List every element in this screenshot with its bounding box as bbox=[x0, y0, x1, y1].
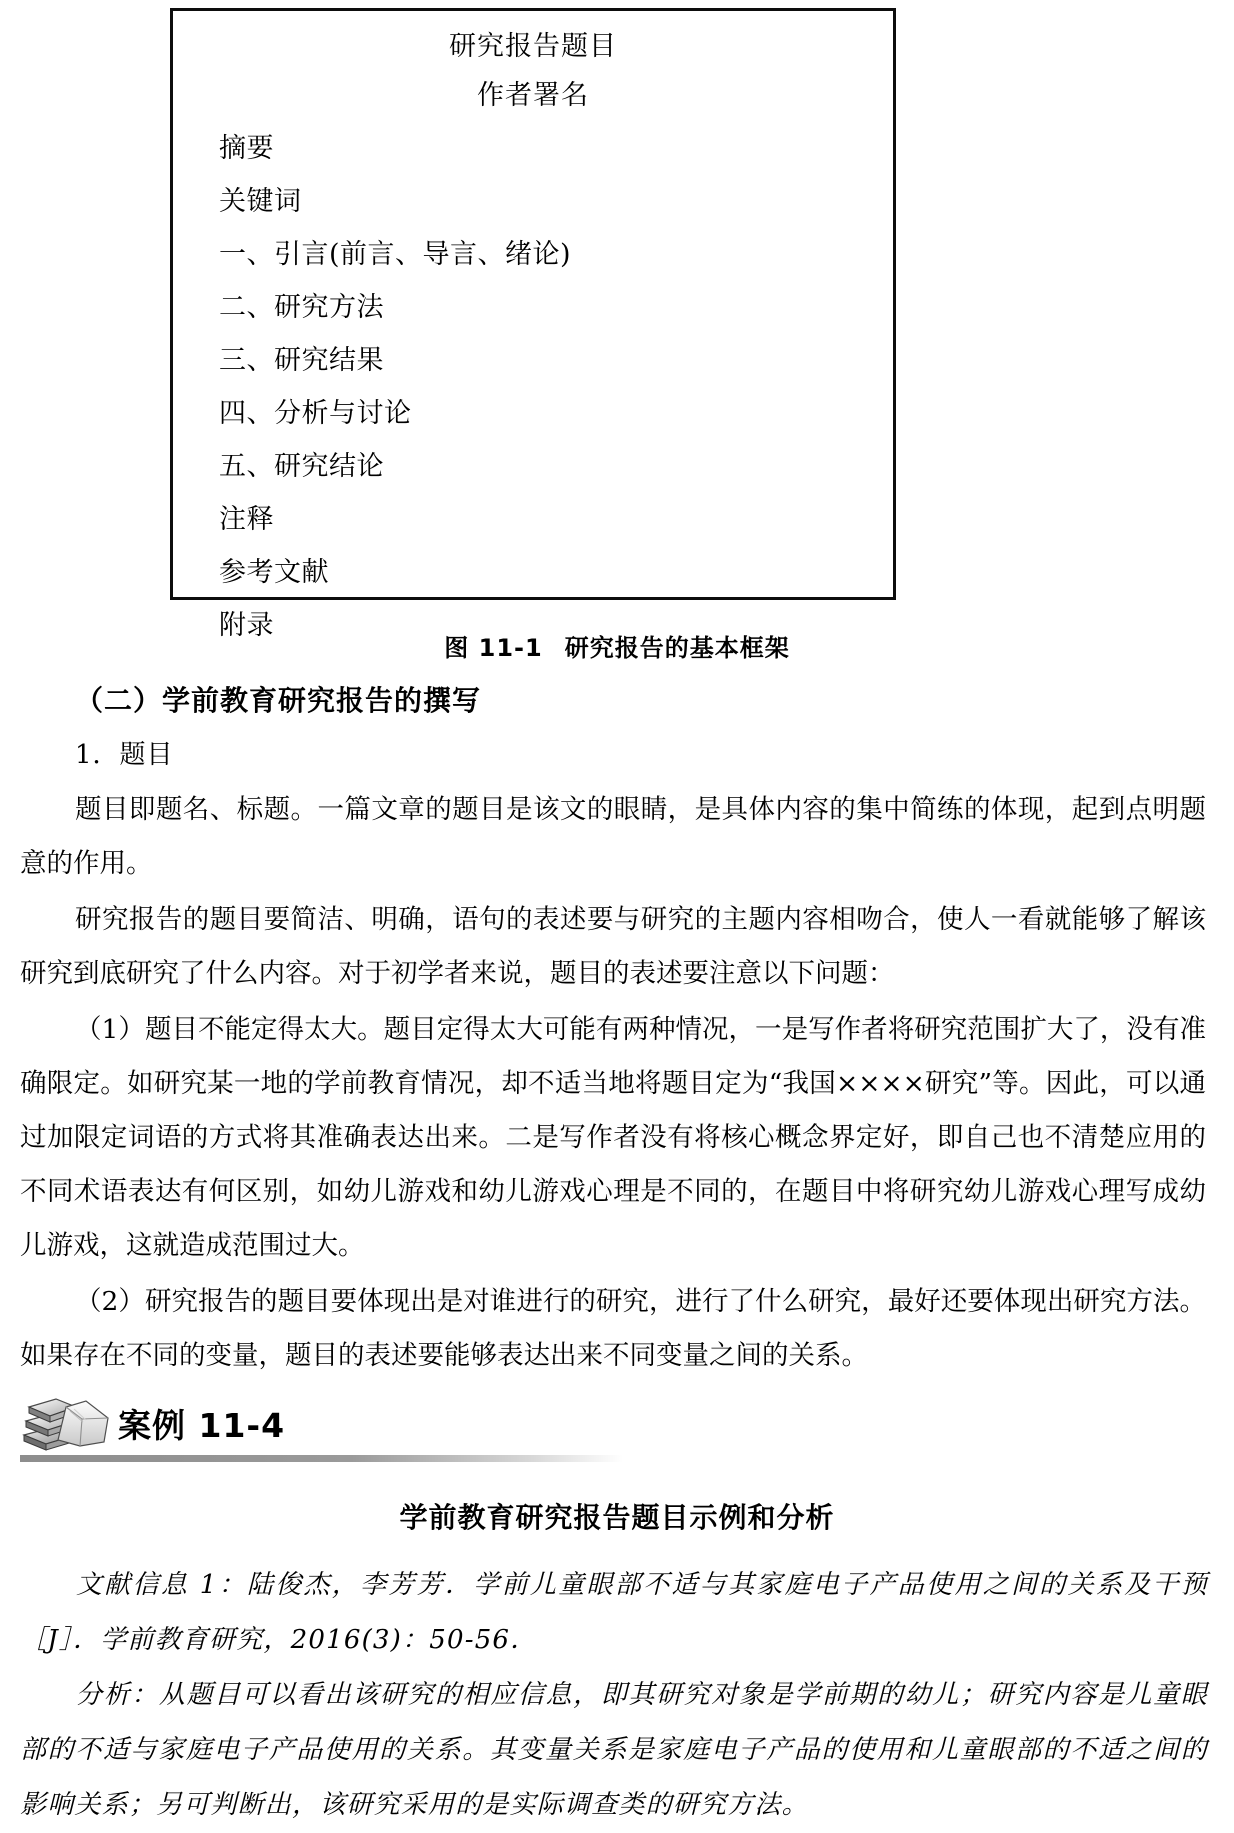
list-item: 附录 bbox=[219, 610, 274, 641]
case-paragraph: 分析：从题目可以看出该研究的相应信息，即其研究对象是学前期的幼儿；研究内容是儿童眼部的不适与家庭电子产品使用的关系。其变量关系是家庭电子产品的使用和儿童眼部的不适之间的影响关系；另可判断出，该研究采用的是实际调查类的研究方法。 bbox=[20, 1680, 1208, 1820]
books-stack-icon bbox=[20, 1385, 112, 1451]
case-title: 学前教育研究报告题目示例和分析 bbox=[399, 1501, 835, 1534]
list-item: 五、研究结论 bbox=[219, 451, 384, 482]
figure-outline-list bbox=[173, 135, 893, 639]
case-paragraph: 文献信息 1：陆俊杰，李芳芳．学前儿童眼部不适与其家庭电子产品使用之间的关系及干预［J］．学前教育研究，2016(3)：50-56． bbox=[20, 1570, 1208, 1655]
figure-caption-text: 研究报告的基本框架 bbox=[564, 634, 790, 662]
body-paragraph: 题目即题名、标题。一篇文章的题目是该文的眼睛，是具体内容的集中简练的体现，起到点明题意的作用。 bbox=[20, 794, 1206, 879]
list-item: 注释 bbox=[219, 504, 274, 535]
list-item: 一、引言(前言、导言、绪论) bbox=[219, 239, 572, 270]
figure-framework-box bbox=[170, 8, 896, 641]
figure-report-title: 研究报告题目 bbox=[449, 31, 617, 62]
figure-report-author: 作者署名 bbox=[477, 80, 589, 111]
subsection-heading: 1．题目 bbox=[75, 740, 174, 770]
figure-caption bbox=[0, 628, 1234, 663]
list-item: 关键词 bbox=[219, 186, 302, 217]
list-item: 四、分析与讨论 bbox=[219, 398, 412, 429]
list-item: 摘要 bbox=[219, 133, 274, 164]
figure-caption-number: 图 11-1 bbox=[444, 634, 543, 662]
main-content bbox=[20, 680, 1214, 1385]
case-divider-rule bbox=[20, 1455, 623, 1462]
list-item: 二、研究方法 bbox=[219, 292, 384, 323]
body-paragraph: （2）研究报告的题目要体现出是对谁进行的研究，进行了什么研究，最好还要体现出研究方法。如果存在不同的变量，题目的表述要能够表达出来不同变量之间的关系。 bbox=[20, 1286, 1206, 1371]
body-paragraph: 研究报告的题目要简洁、明确，语句的表述要与研究的主题内容相吻合，使人一看就能够了解该研究到底研究了什么内容。对于初学者来说，题目的表述要注意以下问题： bbox=[20, 904, 1206, 989]
section-heading: （二）学前教育研究报告的撰写 bbox=[75, 684, 482, 717]
body-paragraph: （1）题目不能定得太大。题目定得太大可能有两种情况，一是写作者将研究范围扩大了，没有准确限定。如研究某一地的学前教育情况，却不适当地将题目定为“我国××××研究”等。因此，可以通过加限定词语的方式将其准确表达出来。二是写作者没有将核心概念界定好，即自己也不清楚应用的不同术语表达有何区别，如幼儿游戏和幼儿游戏心理是不同的，在题目中将研究幼儿游戏心理写成幼儿游戏，这就造成范围过大。 bbox=[20, 1014, 1206, 1261]
list-item: 参考文献 bbox=[219, 557, 329, 588]
case-header bbox=[20, 1385, 1214, 1451]
case-label: 案例 11-4 bbox=[118, 1406, 286, 1445]
case-study-block bbox=[20, 1385, 1214, 1833]
list-item: 三、研究结果 bbox=[219, 345, 384, 376]
